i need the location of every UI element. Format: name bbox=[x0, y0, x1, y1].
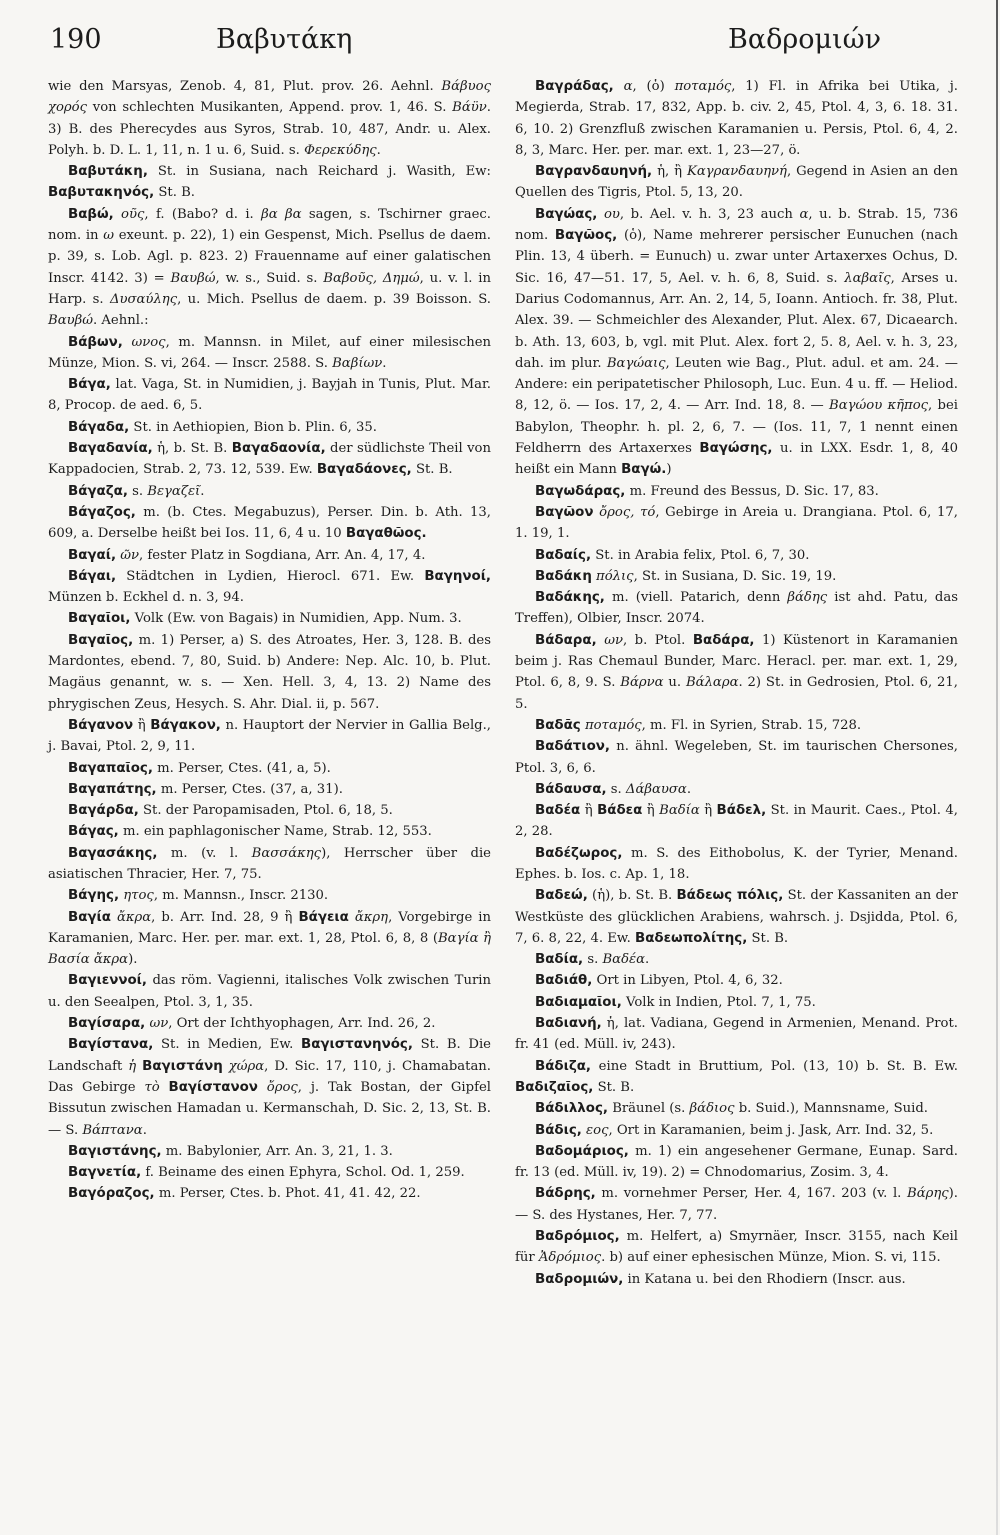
dictionary-entry bbox=[48, 545, 491, 566]
greek-italic: ῶν bbox=[116, 547, 139, 563]
entry-text: St. in Medien, Ew. bbox=[153, 1037, 301, 1053]
entry-text: f. Beiname des einen Ephyra, Schol. Od. 1, 259. bbox=[141, 1165, 465, 1181]
dictionary-entry bbox=[515, 1183, 958, 1226]
entry-text: m. (b. Ctes. Megabuzus), Perser. Din. b. Ath. 13, 609, a. Derselbe heißt bei Ios. 11, 6, 4 u. 10 bbox=[48, 504, 491, 542]
dictionary-entry bbox=[515, 161, 958, 204]
dictionary-entry bbox=[48, 481, 491, 502]
greek-italic: Βαγώαις bbox=[606, 355, 666, 371]
greek-italic: Ἀδρόμιος bbox=[538, 1250, 602, 1266]
headword: Βαγίστανον bbox=[168, 1079, 258, 1095]
dictionary-entry bbox=[48, 800, 491, 821]
greek-italic: ἄκρα bbox=[110, 909, 152, 925]
entry-text: ἢ bbox=[642, 803, 660, 819]
dictionary-entry bbox=[48, 907, 491, 971]
greek-italic: Βαγώου κῆπος bbox=[829, 398, 929, 414]
entry-text: m. 1) Perser, a) S. des Atroates, Her. 3, 128. B. des Mardontes, ebend. 7, 80, Suid. b) Andere: Nep. Alc. 10, b. Plut. Magäus genannt, w. s. — Xen. Hell. 3, 4, 13. 2) Name des phrygischen Zeus, Hesych. S. Ahr. Dial. ii, p. 567. bbox=[48, 632, 491, 712]
entry-text: St. B. bbox=[154, 185, 195, 201]
entry-text: u. bbox=[663, 675, 686, 691]
entry-text: m. (v. l. bbox=[157, 845, 252, 861]
entry-text: das röm. Vagienni, italisches Volk zwischen Turin u. den Seealpen, Ptol. 3, 1, 35. bbox=[48, 973, 491, 1010]
dictionary-entry bbox=[48, 779, 491, 800]
headword: Βαγιστανηνός, bbox=[301, 1037, 413, 1053]
entry-text: b. Suid.), Mannsname, Suid. bbox=[734, 1101, 928, 1117]
entry-text: , Gebirge in Areia u. Drangiana. Ptol. 6, 17, 1. 19, 1. bbox=[515, 504, 958, 542]
entry-text: . bbox=[200, 483, 205, 499]
headword: Βάγαζα, bbox=[68, 483, 128, 499]
entry-text: ἢ bbox=[580, 803, 598, 819]
entry-text: n. Hauptort der Nervier in Gallia Belg., j. Bavai, Ptol. 2, 9, 11. bbox=[48, 717, 491, 755]
dictionary-entry bbox=[48, 1013, 491, 1034]
greek-italic: Φερεκύδης bbox=[304, 142, 377, 158]
headword: Βαγαί, bbox=[68, 547, 117, 563]
headword: Βαγαθῶος. bbox=[345, 526, 427, 542]
dictionary-entry bbox=[515, 481, 958, 502]
headword: Βαδάκη bbox=[535, 568, 592, 584]
entry-text: , Ort der Ichthyophagen, Arr. Ind. 26, 2. bbox=[168, 1016, 436, 1032]
entry-text: , m. Fl. in Syrien, Strab. 15, 728. bbox=[641, 717, 862, 733]
entry-text: Volk in Indien, Ptol. 7, 1, 75. bbox=[621, 994, 816, 1010]
headword: Βαγαῖοι, bbox=[68, 611, 131, 627]
headword: Βαγώσης, bbox=[699, 441, 773, 457]
entry-text: ), Herrscher über die asiatischen Thracier, Her. 7, 75. bbox=[48, 845, 491, 882]
headword: Βαδάκης, bbox=[535, 590, 605, 606]
entry-text: m. Perser, Ctes. b. Phot. 41, 41. 42, 22. bbox=[154, 1186, 421, 1202]
dictionary-entry bbox=[48, 417, 491, 438]
greek-italic: α bbox=[799, 206, 809, 222]
entry-text: , bei Babylon, Theophr. h. pl. 2, 6, 7. — (Ios. 11, 7, 1 nennt einen Feldherrn des Artaxerxes bbox=[515, 398, 958, 457]
entry-text: St. in Arabia felix, Ptol. 6, 7, 30. bbox=[591, 547, 810, 563]
entry-text: , Vorgebirge in Karamanien, Marc. Her. per. mar. ext. 1, 28, Ptol. 6, 8, 8 ( bbox=[48, 909, 491, 946]
dictionary-entry bbox=[48, 970, 491, 1013]
headword: Βαγίσαρα, bbox=[68, 1016, 146, 1032]
entry-text: St. in Maurit. Caes., Ptol. 4, 2, 28. bbox=[515, 803, 958, 840]
headword: Βαγαδαονία, bbox=[231, 441, 326, 457]
greek-italic: βάδιος bbox=[689, 1101, 735, 1117]
entry-text: St. B. Die Landschaft bbox=[48, 1037, 491, 1074]
headword: Βάδιλλος, bbox=[535, 1101, 608, 1117]
dictionary-entry bbox=[515, 566, 958, 587]
greek-italic: ων bbox=[145, 1016, 169, 1032]
entry-text: , b. Arr. Ind. 28, 9 ἢ bbox=[151, 909, 299, 925]
entry-text: , w. s., Suid. s. bbox=[215, 270, 324, 286]
greek-italic: ποταμός bbox=[580, 717, 642, 733]
headword: Βαδᾶς bbox=[535, 717, 581, 733]
entry-text: (ἡ), b. St. B. bbox=[587, 888, 677, 904]
dictionary-entry bbox=[48, 630, 491, 715]
dictionary-entry bbox=[515, 76, 958, 161]
headword: Βαγώας, bbox=[535, 206, 598, 222]
headword: Βαδάρα, bbox=[692, 632, 755, 648]
greek-italic: ἡ bbox=[128, 1058, 137, 1074]
dictionary-entry bbox=[515, 587, 958, 630]
greek-italic: Βαυβώ bbox=[48, 313, 93, 329]
entry-text: ἡ, ἢ bbox=[652, 164, 687, 180]
entry-text: , St. in Susiana, D. Sic. 19, 19. bbox=[633, 568, 837, 584]
dictionary-entry bbox=[515, 1056, 958, 1099]
greek-italic: Βαβίων bbox=[332, 355, 383, 371]
headword: Βάδεως πόλις, bbox=[676, 888, 784, 904]
greek-italic: Βαδία bbox=[659, 803, 700, 819]
headword: Βαδέζωρος, bbox=[535, 845, 623, 861]
greek-italic: ων bbox=[596, 632, 623, 648]
dictionary-entry bbox=[515, 1120, 958, 1141]
entry-text: , j. Tak Bostan, der Gipfel Bissutun zwischen Hamadan u. Kermanschah, D. Sic. 2, 13, St. B. — S. bbox=[48, 1079, 491, 1138]
entry-text: St. in Aethiopien, Bion b. Plin. 6, 35. bbox=[129, 419, 377, 435]
entry-text: m. Freund des Bessus, D. Sic. 17, 83. bbox=[625, 483, 879, 499]
entry-text: St. B. bbox=[747, 930, 789, 946]
entry-text: St. B. bbox=[593, 1079, 635, 1095]
headword: Βαδρόμιος, bbox=[535, 1229, 620, 1245]
dictionary-entry bbox=[48, 1183, 491, 1204]
greek-italic: Βαδέα bbox=[602, 952, 645, 968]
dictionary-entry bbox=[48, 1141, 491, 1162]
greek-italic: ποταμός bbox=[674, 79, 732, 94]
headword: Βαδεωπολίτης, bbox=[635, 930, 748, 946]
greek-italic: βάδης bbox=[787, 590, 828, 606]
headword: Βαγία bbox=[68, 909, 111, 925]
greek-italic: ου bbox=[597, 206, 620, 222]
headword: Βαδάτιον, bbox=[535, 739, 610, 755]
headword: Βάγανον bbox=[68, 717, 134, 733]
entry-text: von schlechten Musikanten, Append. prov. 1, 46. S. bbox=[87, 100, 453, 116]
headword: Βάδρης, bbox=[535, 1186, 596, 1202]
headword: Βαγηνοί, bbox=[424, 568, 491, 584]
greek-italic: ὄρος, τό bbox=[593, 504, 656, 520]
greek-italic: τὸ bbox=[144, 1079, 160, 1095]
entry-text: , m. Mannsn. in Milet, auf einer milesischen Münze, Mion. S. vi, 264. — Inscr. 2588. S. bbox=[48, 334, 491, 371]
headword: Βαδία, bbox=[535, 952, 584, 968]
headword: Βαβώ, bbox=[68, 206, 114, 222]
headword: Βάγα, bbox=[68, 377, 111, 393]
dictionary-entry bbox=[48, 885, 491, 906]
dictionary-entry bbox=[515, 949, 958, 970]
entry-text: . bbox=[686, 781, 692, 797]
entry-text: . b) auf einer ephesischen Münze, Mion. S. vi, 115. bbox=[601, 1250, 941, 1266]
entry-text: ). — S. des Hystanes, Her. 7, 77. bbox=[515, 1186, 958, 1223]
entry-text: Volk (Ew. von Bagais) in Numidien, App. Num. 3. bbox=[130, 611, 462, 627]
greek-italic: Καγρανδαυηνή bbox=[686, 164, 787, 180]
headword: Βαδιάθ, bbox=[535, 973, 593, 989]
headword: Βάδαυσα, bbox=[535, 781, 607, 797]
headword: Βαδέα bbox=[535, 803, 581, 819]
headword: Βαδιανή, bbox=[535, 1016, 602, 1032]
entry-text: . bbox=[382, 355, 387, 371]
entry-text: . 3) B. des Pherecydes aus Syros, Strab. 10, 487, Andr. u. Alex. Polyh. b. D. L. 1, 11, n. 1 u. 6, Suid. s. bbox=[48, 100, 491, 158]
headword: Βαδεώ, bbox=[535, 888, 588, 904]
dictionary-entry bbox=[48, 566, 491, 609]
headword: Βαγιστάνη bbox=[142, 1058, 223, 1074]
greek-italic: Δυσαύλης bbox=[109, 291, 178, 307]
entry-text: der südlichste Theil von Kappadocien, Strab. 2, 73. 12, 539. Ew. bbox=[48, 441, 491, 478]
headword: Βάβων, bbox=[68, 334, 123, 350]
dictionary-entry bbox=[48, 332, 491, 375]
entry-text: wie den Marsyas, Zenob. 4, 81, Plut. prov. 26. Aehnl. bbox=[48, 79, 442, 94]
headword: Βάδελ, bbox=[716, 803, 767, 819]
running-head-left: Βαβυτάκη bbox=[216, 24, 353, 55]
headword: Βαγαπαῖος, bbox=[68, 760, 153, 776]
dictionary-entry bbox=[515, 736, 958, 779]
entry-text: ἡ, b. St. B. bbox=[152, 441, 232, 457]
entry-text: m. Perser, Ctes. (37, a, 31). bbox=[156, 781, 343, 797]
headword: Βαδιαμαῖοι, bbox=[535, 994, 622, 1010]
headword: Βάγακον, bbox=[150, 717, 221, 733]
entry-text: St. B. bbox=[411, 462, 453, 478]
dictionary-entry bbox=[48, 821, 491, 842]
entry-text: (ὁ), Name mehrerer persischer Eunuchen (nach Plin. 13, 4 überh. = Eunuch) u. zwar unter Artaxerxes Ochus, D. Sic. 16, 47—51. 17, 5, Ael. v. h. 6, 8, Suid. s. bbox=[515, 228, 958, 286]
greek-italic: ητος bbox=[119, 888, 154, 904]
entry-text bbox=[160, 1080, 169, 1095]
headword: Βαγιστάνης, bbox=[68, 1143, 162, 1159]
entry-text: 1) Küstenort in Karamanien beim j. Ras Chemaul Bunder, Marc. Heracl. per. mar. ext. 1, 29, Ptol. 6, 8, 9. S. bbox=[515, 632, 958, 691]
entry-text: , Arses u. Darius Codomannus, Arr. An. 2, 14, 5, Ioann. Antioch. fr. 38, Plut. Alex. 39. — Schmeichler des Alexander, Plut. Alex. 67, Dicaearch. b. Ath. 13, 603, b, vgl. mit Plut. Alex. fort 2, 5. 8, Ael. v. h. 3, 23, dah. im plur. bbox=[515, 270, 958, 371]
entry-text: St. der Paropamisaden, Ptol. 6, 18, 5. bbox=[138, 803, 393, 819]
page-edge-shadow bbox=[996, 0, 998, 1535]
entry-text: m. vornehmer Perser, Her. 4, 167. 203 (v. l. bbox=[595, 1186, 908, 1202]
headword: Βαγωδάρας, bbox=[535, 483, 626, 499]
headword: Βαγρανδαυηνή, bbox=[535, 164, 653, 180]
headword: Βάγαι, bbox=[68, 568, 117, 584]
entry-text: St. in Susiana, nach Reichard j. Wasith, Ew: bbox=[147, 164, 491, 180]
headword: Βάδαρα, bbox=[535, 632, 597, 648]
headword: Βαγάρδα, bbox=[68, 803, 139, 819]
greek-italic: Βαγία ἢ Βασία ἄκρα bbox=[48, 930, 491, 968]
entry-text: m. Perser, Ctes. (41, a, 5). bbox=[152, 760, 331, 776]
headword: Βαγίστανα, bbox=[68, 1037, 154, 1053]
headword: Βαγαπάτης, bbox=[68, 781, 157, 797]
headword: Βάγεια bbox=[298, 909, 349, 925]
headword: Βαδαίς, bbox=[535, 547, 592, 563]
greek-italic: Βαυβώ bbox=[170, 270, 216, 286]
entry-text: , u. Mich. Psellus de daem. p. 39 Boisson. S. bbox=[177, 291, 491, 307]
headword: Βάδεα bbox=[597, 803, 643, 819]
dictionary-entry bbox=[48, 161, 491, 204]
entry-text: eine Stadt in Bruttium, Pol. (13, 10) b. St. B. Ew. bbox=[591, 1058, 958, 1074]
entry-text: s. bbox=[583, 952, 603, 968]
headword: Βαγράδας, bbox=[535, 79, 614, 94]
greek-italic: ωνος bbox=[122, 334, 166, 350]
greek-italic: ὄρος bbox=[257, 1079, 298, 1095]
dictionary-entry bbox=[48, 502, 491, 545]
entry-text: , Gegend in Asien an den Quellen des Tigris, Ptol. 5, 13, 20. bbox=[515, 164, 958, 201]
entry-text: , 1) Fl. in Afrika bei Utika, j. Megierda, Strab. 17, 832, App. b. civ. 2, 45, Ptol. 4, 3, 6. 18. 31. 6, 10. 2) Grenzfluß zwischen Karamanien u. Persis, Ptol. 6, 4, 2. 8, 3, Marc. Her. per. mar. ext. 1, 23—27, ö. bbox=[515, 79, 958, 158]
right-column bbox=[515, 76, 958, 1290]
entry-text: m. ein paphlagonischer Name, Strab. 12, 553. bbox=[118, 824, 432, 840]
entry-text: ist ahd. Patu, das Treffen), Olbier, Inscr. 2074. bbox=[515, 590, 958, 627]
running-head-right: Βαδρομιών bbox=[728, 24, 882, 55]
entry-text: ) bbox=[666, 462, 672, 478]
greek-italic: Βάϋν bbox=[452, 100, 487, 116]
dictionary-entry bbox=[48, 608, 491, 629]
entry-text: m. Helfert, a) Smyrnäer, Inscr. 3155, nach Keil für bbox=[515, 1229, 958, 1266]
entry-text: , f. (Babo? d. i. bbox=[144, 206, 262, 222]
entry-text: ἡ, lat. Vadiana, Gegend in Armenien, Menand. Prot. fr. 41 (ed. Müll. iv, 243). bbox=[515, 1016, 958, 1053]
greek-italic: Βάβυος χορός bbox=[48, 79, 491, 116]
headword: Βαδιζαῖος, bbox=[515, 1079, 594, 1095]
dictionary-entry bbox=[48, 1034, 491, 1140]
dictionary-entry bbox=[515, 800, 958, 843]
greek-italic: χώρα bbox=[222, 1058, 265, 1074]
headword: Βαγαδάονες, bbox=[316, 462, 412, 478]
entry-text: ἢ bbox=[133, 717, 151, 733]
entry-text: . bbox=[645, 952, 650, 968]
entry-text: , Ort in Karamanien, beim j. Jask, Arr. Ind. 32, 5. bbox=[608, 1122, 934, 1138]
entry-text: . bbox=[142, 1122, 147, 1138]
dictionary-entry bbox=[48, 374, 491, 417]
entry-text: ). bbox=[128, 952, 138, 968]
entry-text: . Aehnl.: bbox=[93, 313, 149, 329]
entry-text: exeunt. p. 22), 1) ein Gespenst, Mich. Psellus de daem. p. 39, s. Lob. Agl. p. 823. 2) Frauenname auf einer galatischen Inscr. 4142. 3) = bbox=[48, 228, 491, 286]
headword: Βαγνετία, bbox=[68, 1165, 142, 1181]
greek-italic: α bbox=[613, 79, 633, 94]
entry-text: m. S. des Eithobolus, K. der Tyrier, Menand. Ephes. b. Ios. c. Ap. 1, 18. bbox=[515, 845, 958, 882]
greek-italic: Βάρνα bbox=[620, 675, 664, 691]
headword: Βαδομάριος, bbox=[535, 1143, 629, 1159]
entry-text: m. 1) ein angesehener Germane, Eunap. Sard. fr. 13 (ed. Müll. iv, 19). 2) = Chnodomarius, Zosim. 3, 4. bbox=[515, 1143, 958, 1181]
headword: Βαγῶον bbox=[535, 504, 594, 520]
dictionary-entry bbox=[48, 438, 491, 481]
entry-text: u. in LXX. Esdr. 1, 8, 40 heißt ein Mann bbox=[515, 441, 958, 478]
entry-text: n. ähnl. Wegeleben, St. im taurischen Chersones, Ptol. 3, 6, 6. bbox=[515, 739, 958, 776]
headword: Βαγαδανία, bbox=[68, 441, 153, 457]
greek-italic: Βασσάκης bbox=[251, 845, 322, 861]
dictionary-entry bbox=[515, 545, 958, 566]
headword: Βαδρομιών, bbox=[535, 1271, 624, 1287]
entry-text: , (ὁ) bbox=[632, 79, 675, 94]
dictionary-entry bbox=[515, 1269, 958, 1290]
entry-text: , u. v. l. in Harp. s. bbox=[48, 270, 492, 307]
greek-italic: εος bbox=[581, 1122, 609, 1138]
headword: Βάγας, bbox=[68, 824, 119, 840]
entry-text: s. bbox=[606, 781, 626, 797]
entry-text: Münzen b. Eckhel d. n. 3, 94. bbox=[48, 590, 244, 606]
entry-text: , Leuten wie Bag., Plut. adul. et am. 24. — Andere: ein peripatetischer Philosoph, Luc. Eun. 4 u. ff. — Heliod. 8, 12, ö. — Ios. 17, 2, 4. — Arr. Ind. 18, 8. — bbox=[515, 355, 958, 414]
greek-italic: Δάβαυσα bbox=[625, 781, 687, 797]
headword: Βαβυτάκη, bbox=[68, 164, 148, 180]
dictionary-entry bbox=[515, 992, 958, 1013]
entry-text: , fester Platz in Sogdiana, Arr. An. 4, 17, 4. bbox=[139, 547, 426, 563]
page-header bbox=[48, 18, 960, 68]
greek-italic: οῦς bbox=[113, 206, 145, 222]
dictionary-entry bbox=[515, 502, 958, 545]
headword: Βαβυτακηνός, bbox=[48, 185, 155, 201]
entry-text: s. bbox=[127, 483, 148, 499]
dictionary-entry bbox=[515, 779, 958, 800]
greek-italic: πόλις bbox=[591, 568, 634, 584]
dictionary-entry bbox=[48, 1162, 491, 1183]
dictionary-entry bbox=[48, 204, 491, 332]
dictionary-entry bbox=[515, 970, 958, 991]
entry-text: . bbox=[376, 142, 381, 158]
entry-text: St. der Kassaniten an der Westküste des glücklichen Arabiens, wahrsch. j. Dsjidda, Ptol. 6, 7, 6. 8, 22, 4. Ew. bbox=[515, 888, 958, 946]
greek-italic: βα βα bbox=[261, 206, 302, 222]
headword: Βαγιεννοί, bbox=[68, 973, 147, 989]
entry-text: . 2) St. in Gedrosien, Ptol. 6, 21, 5. bbox=[515, 675, 959, 712]
greek-italic: Βάρης bbox=[907, 1186, 949, 1202]
greek-italic: Βάλαρα bbox=[685, 675, 739, 691]
headword: Βαγῶος, bbox=[554, 228, 618, 244]
entry-text: m. Babylonier, Arr. An. 3, 21, 1. 3. bbox=[161, 1143, 393, 1159]
entry-text: , b. Ptol. bbox=[622, 632, 693, 648]
headword: Βάγης, bbox=[68, 888, 120, 904]
dictionary-entry bbox=[515, 885, 958, 949]
dictionary-entry bbox=[48, 758, 491, 779]
entry-text: Bräunel (s. bbox=[608, 1101, 690, 1117]
page-number: 190 bbox=[50, 24, 102, 55]
headword: Βαγαῖος, bbox=[68, 632, 134, 648]
entry-text: Städtchen in Lydien, Hierocl. 671. Ew. bbox=[116, 568, 425, 584]
greek-italic: λαβαῖς bbox=[844, 270, 891, 286]
dictionary-entry bbox=[515, 1098, 958, 1119]
greek-italic: Βεγαζεῖ bbox=[147, 483, 201, 499]
greek-italic: Βαβοῦς, Δημώ bbox=[323, 270, 420, 286]
headword: Βάγαζος, bbox=[68, 504, 136, 520]
entry-text: lat. Vaga, St. in Numidien, j. Bayjah in Tunis, Plut. Mar. 8, Procop. de aed. 6, 5. bbox=[48, 377, 491, 414]
entry-text: Ort in Libyen, Ptol. 4, 6, 32. bbox=[592, 973, 783, 989]
dictionary-entry bbox=[48, 843, 491, 886]
headword: Βαγασάκης, bbox=[68, 845, 158, 861]
dictionary-entry bbox=[515, 1141, 958, 1184]
greek-italic: Βάπτανα bbox=[82, 1122, 143, 1138]
entry-text: , m. Mannsn., Inscr. 2130. bbox=[153, 888, 329, 904]
left-column bbox=[48, 76, 491, 1205]
dictionary-entry bbox=[515, 715, 958, 736]
entry-text: in Katana u. bei den Rhodiern (Inscr. aus. bbox=[623, 1271, 906, 1287]
dictionary-entry bbox=[515, 1013, 958, 1056]
headword: Βαγόραζος, bbox=[68, 1186, 155, 1202]
greek-italic: ω bbox=[103, 228, 114, 244]
entry-text: , u. b. Strab. 15, 736 nom. bbox=[515, 206, 958, 244]
entry-text: sagen, s. Tschirner graec. nom. in bbox=[48, 206, 491, 244]
headword: Βάγαδα, bbox=[68, 419, 130, 435]
headword: Βαγώ. bbox=[621, 462, 667, 478]
entry-text: , b. Ael. v. h. 3, 23 auch bbox=[619, 206, 800, 222]
entry-text: , D. Sic. 17, 110, j. Chamabatan. Das Gebirge bbox=[48, 1058, 491, 1095]
dictionary-entry bbox=[515, 1226, 958, 1269]
dictionary-entry bbox=[48, 715, 491, 758]
dictionary-entry bbox=[515, 630, 958, 715]
dictionary-entry bbox=[48, 76, 491, 161]
dictionary-entry bbox=[515, 843, 958, 886]
headword: Βάδις, bbox=[535, 1122, 582, 1138]
greek-italic: ἄκρη bbox=[348, 909, 389, 925]
headword: Βάδιζα, bbox=[535, 1058, 592, 1074]
entry-text: m. (viell. Patarich, denn bbox=[604, 590, 788, 606]
dictionary-entry bbox=[515, 204, 958, 481]
entry-text: ἢ bbox=[699, 803, 717, 819]
